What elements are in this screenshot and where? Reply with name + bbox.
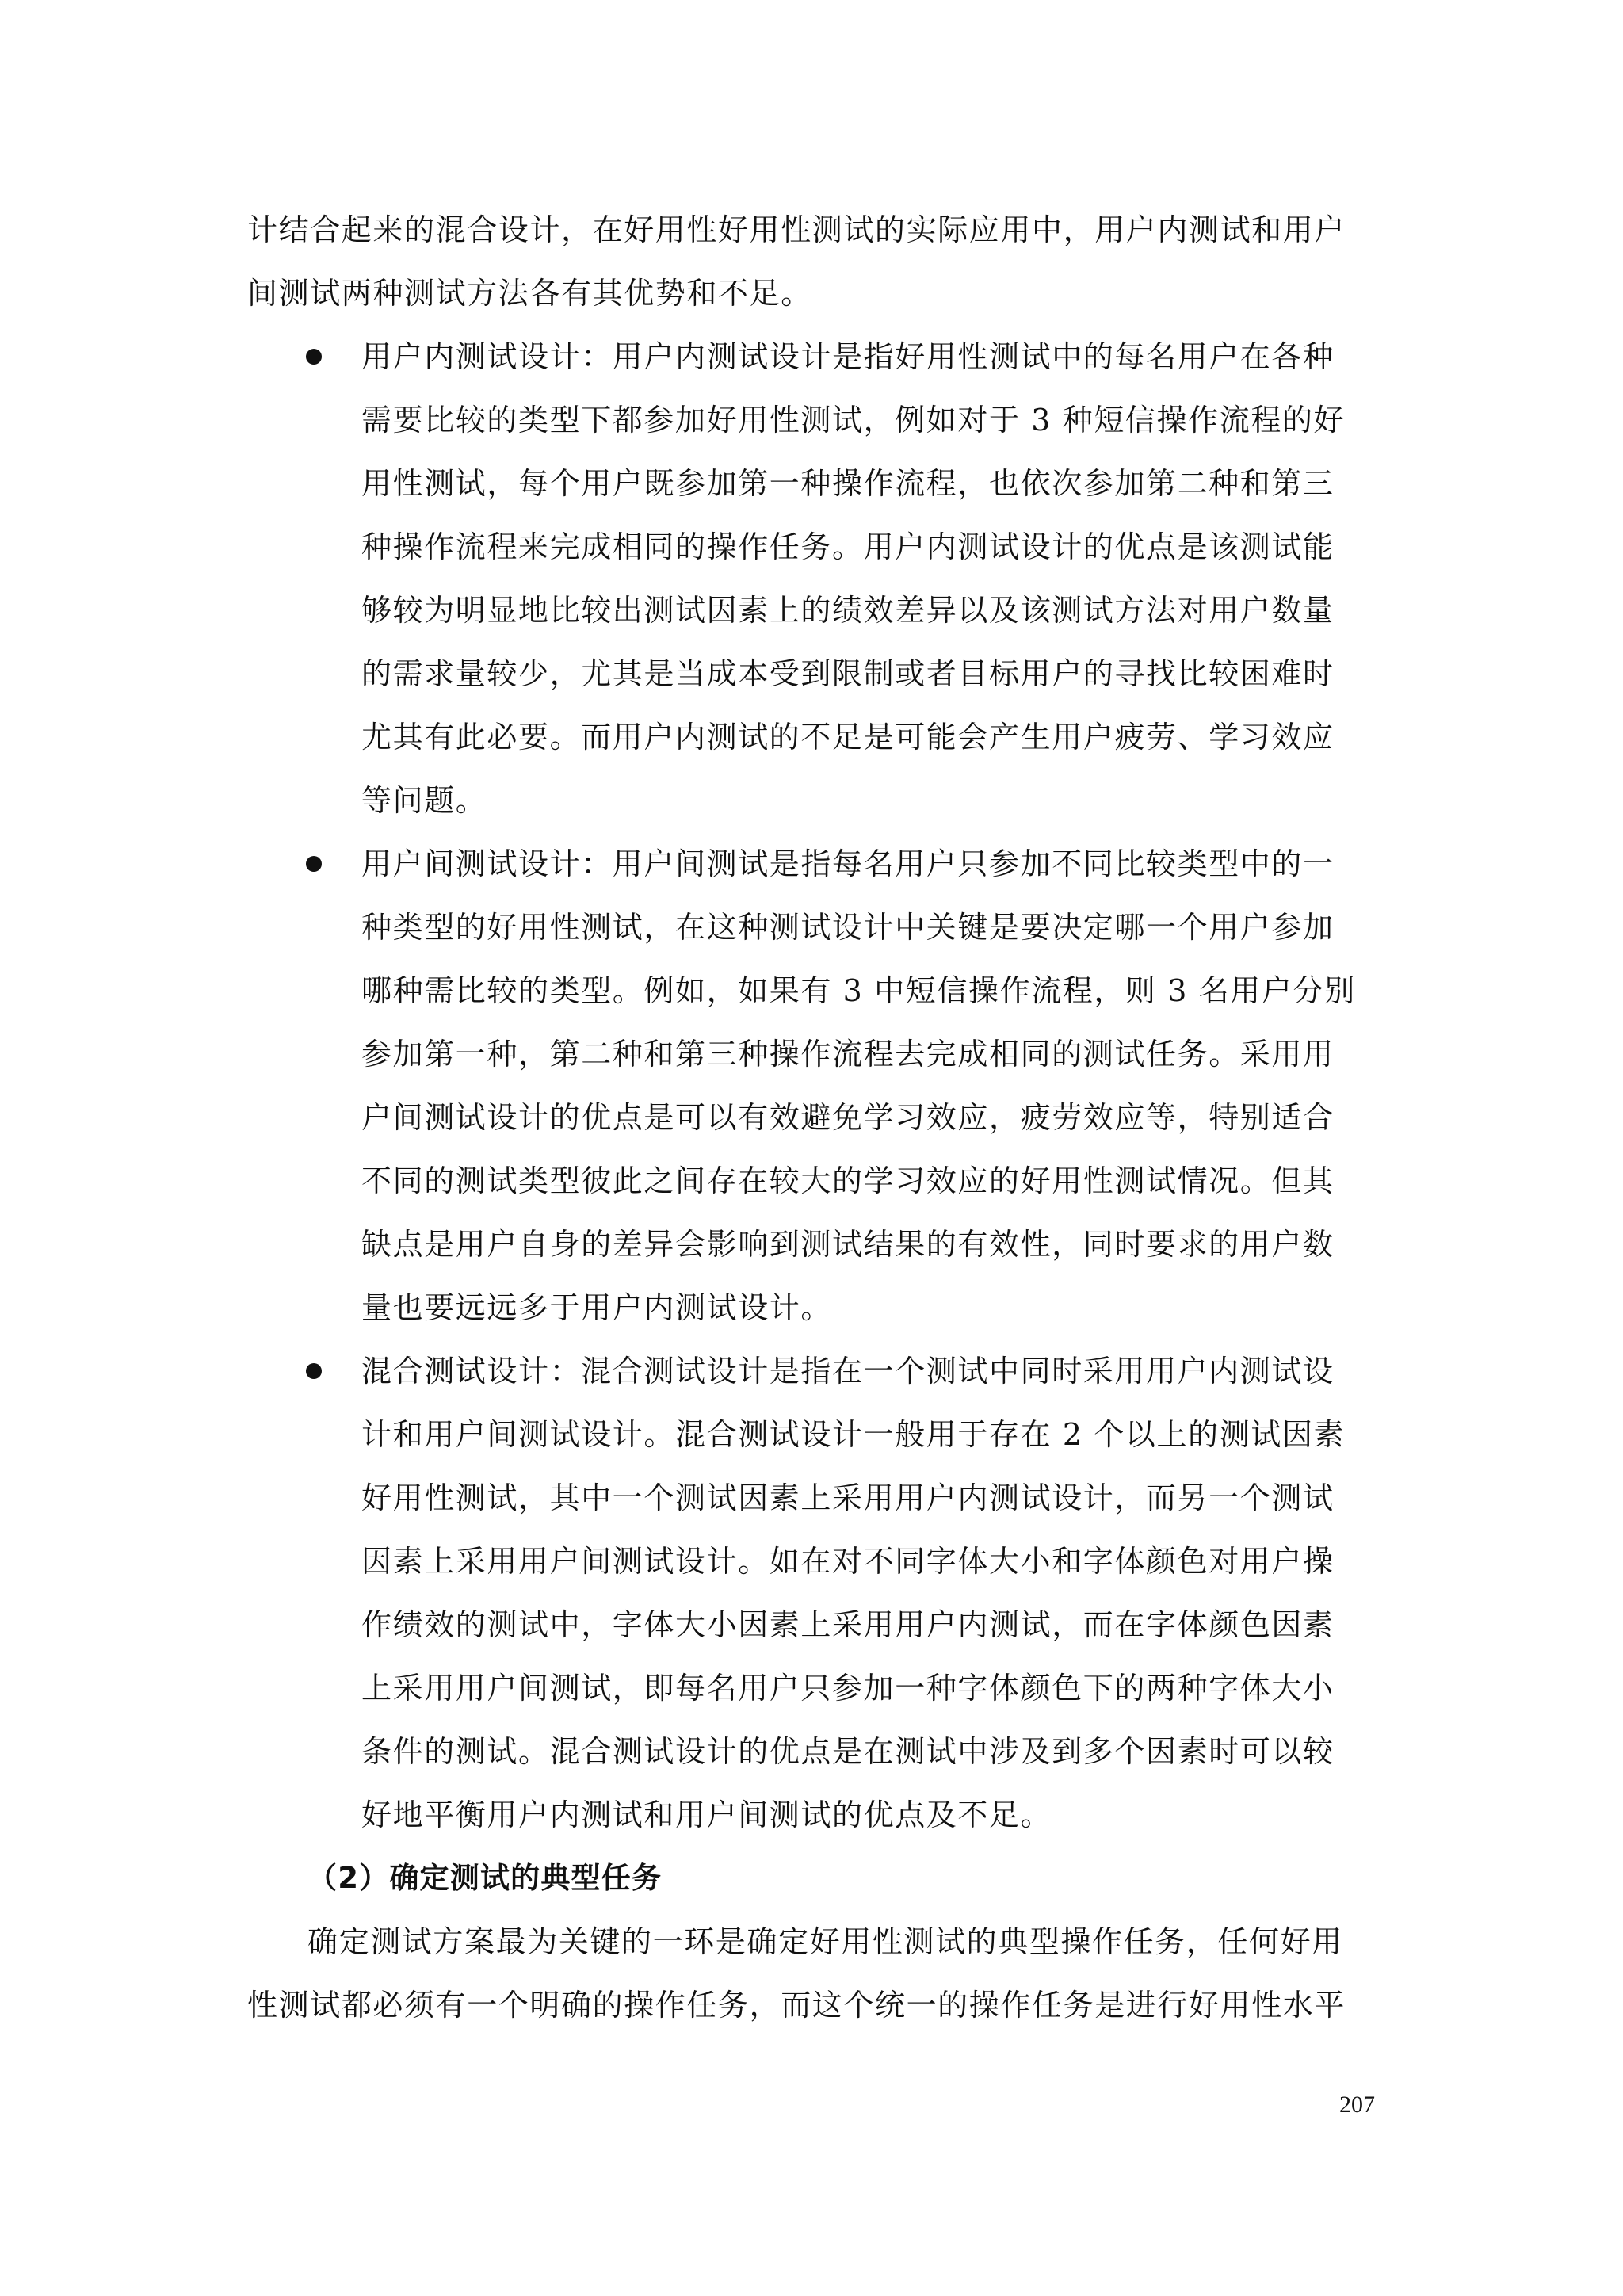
bullet-3-line: 作绩效的测试中，字体大小因素上采用用户内测试，而在字体颜色因素 [361, 1607, 1335, 1642]
bullet-2-line: 户间测试设计的优点是可以有效避免学习效应，疲劳效应等，特别适合 [361, 1100, 1335, 1135]
bullet-3-line: 条件的测试。混合测试设计的优点是在测试中涉及到多个因素时可以较 [361, 1734, 1335, 1769]
bullet-2-line: 哪种需比较的类型。例如，如果有 3 中短信操作流程，则 3 名用户分别 [361, 973, 1356, 1008]
intro-line-2: 间测试两种测试方法各有其优势和不足。 [247, 276, 812, 311]
bullet-3-line: 因素上采用用户间测试设计。如在对不同字体大小和字体颜色对用户操 [361, 1544, 1335, 1579]
bullet-3-line: 好地平衡用户内测试和用户间测试的优点及不足。 [361, 1797, 1052, 1832]
bullet-1-line: 的需求量较少，尤其是当成本受到限制或者目标用户的寻找比较困难时 [361, 656, 1335, 691]
bullet-2-line: 用户间测试设计：用户间测试是指每名用户只参加不同比较类型中的一 [361, 846, 1335, 881]
bullet-2-line: 种类型的好用性测试，在这种测试设计中关键是要决定哪一个用户参加 [361, 910, 1335, 945]
bullet-3-line: 好用性测试，其中一个测试因素上采用用户内测试设计，而另一个测试 [361, 1480, 1335, 1515]
closing-line-2: 性测试都必须有一个明确的操作任务，而这个统一的操作任务是进行好用性水平 [247, 1988, 1346, 2023]
bullet-1-line: 等问题。 [361, 783, 487, 818]
bullet-1-line: 需要比较的类型下都参加好用性测试，例如对于 3 种短信操作流程的好 [361, 403, 1346, 437]
bullet-1-dot [306, 349, 322, 365]
closing-line-1: 确定测试方案最为关键的一环是确定好用性测试的典型操作任务，任何好用 [307, 1924, 1343, 1959]
bullet-1-line: 用户内测试设计：用户内测试设计是指好用性测试中的每名用户在各种 [361, 339, 1335, 374]
bullet-1-line: 种操作流程来完成相同的操作任务。用户内测试设计的优点是该测试能 [361, 529, 1335, 564]
bullet-2-line: 量也要远远多于用户内测试设计。 [361, 1290, 833, 1325]
bullet-3-dot [306, 1363, 322, 1379]
intro-line-1: 计结合起来的混合设计，在好用性好用性测试的实际应用中，用户内测试和用户 [247, 212, 1346, 247]
section-heading: （2）确定测试的典型任务 [307, 1861, 663, 1895]
bullet-2-line: 不同的测试类型彼此之间存在较大的学习效应的好用性测试情况。但其 [361, 1163, 1335, 1198]
bullet-1-line: 尤其有此必要。而用户内测试的不足是可能会产生用户疲劳、学习效应 [361, 720, 1335, 755]
bullet-3-line: 计和用户间测试设计。混合测试设计一般用于存在 2 个以上的测试因素 [361, 1417, 1346, 1452]
bullet-1-line: 够较为明显地比较出测试因素上的绩效差异以及该测试方法对用户数量 [361, 593, 1335, 628]
bullet-3-line: 混合测试设计：混合测试设计是指在一个测试中同时采用用户内测试设 [361, 1354, 1335, 1389]
bullet-3-line: 上采用用户间测试，即每名用户只参加一种字体颜色下的两种字体大小 [361, 1671, 1335, 1706]
bullet-1-line: 用性测试，每个用户既参加第一种操作流程，也依次参加第二种和第三 [361, 466, 1335, 501]
bullet-2-dot [306, 856, 322, 872]
bullet-2-line: 缺点是用户自身的差异会影响到测试结果的有效性，同时要求的用户数 [361, 1227, 1335, 1262]
page-number: 207 [1339, 2092, 1375, 2118]
bullet-2-line: 参加第一种，第二种和第三种操作流程去完成相同的测试任务。采用用 [361, 1037, 1335, 1072]
